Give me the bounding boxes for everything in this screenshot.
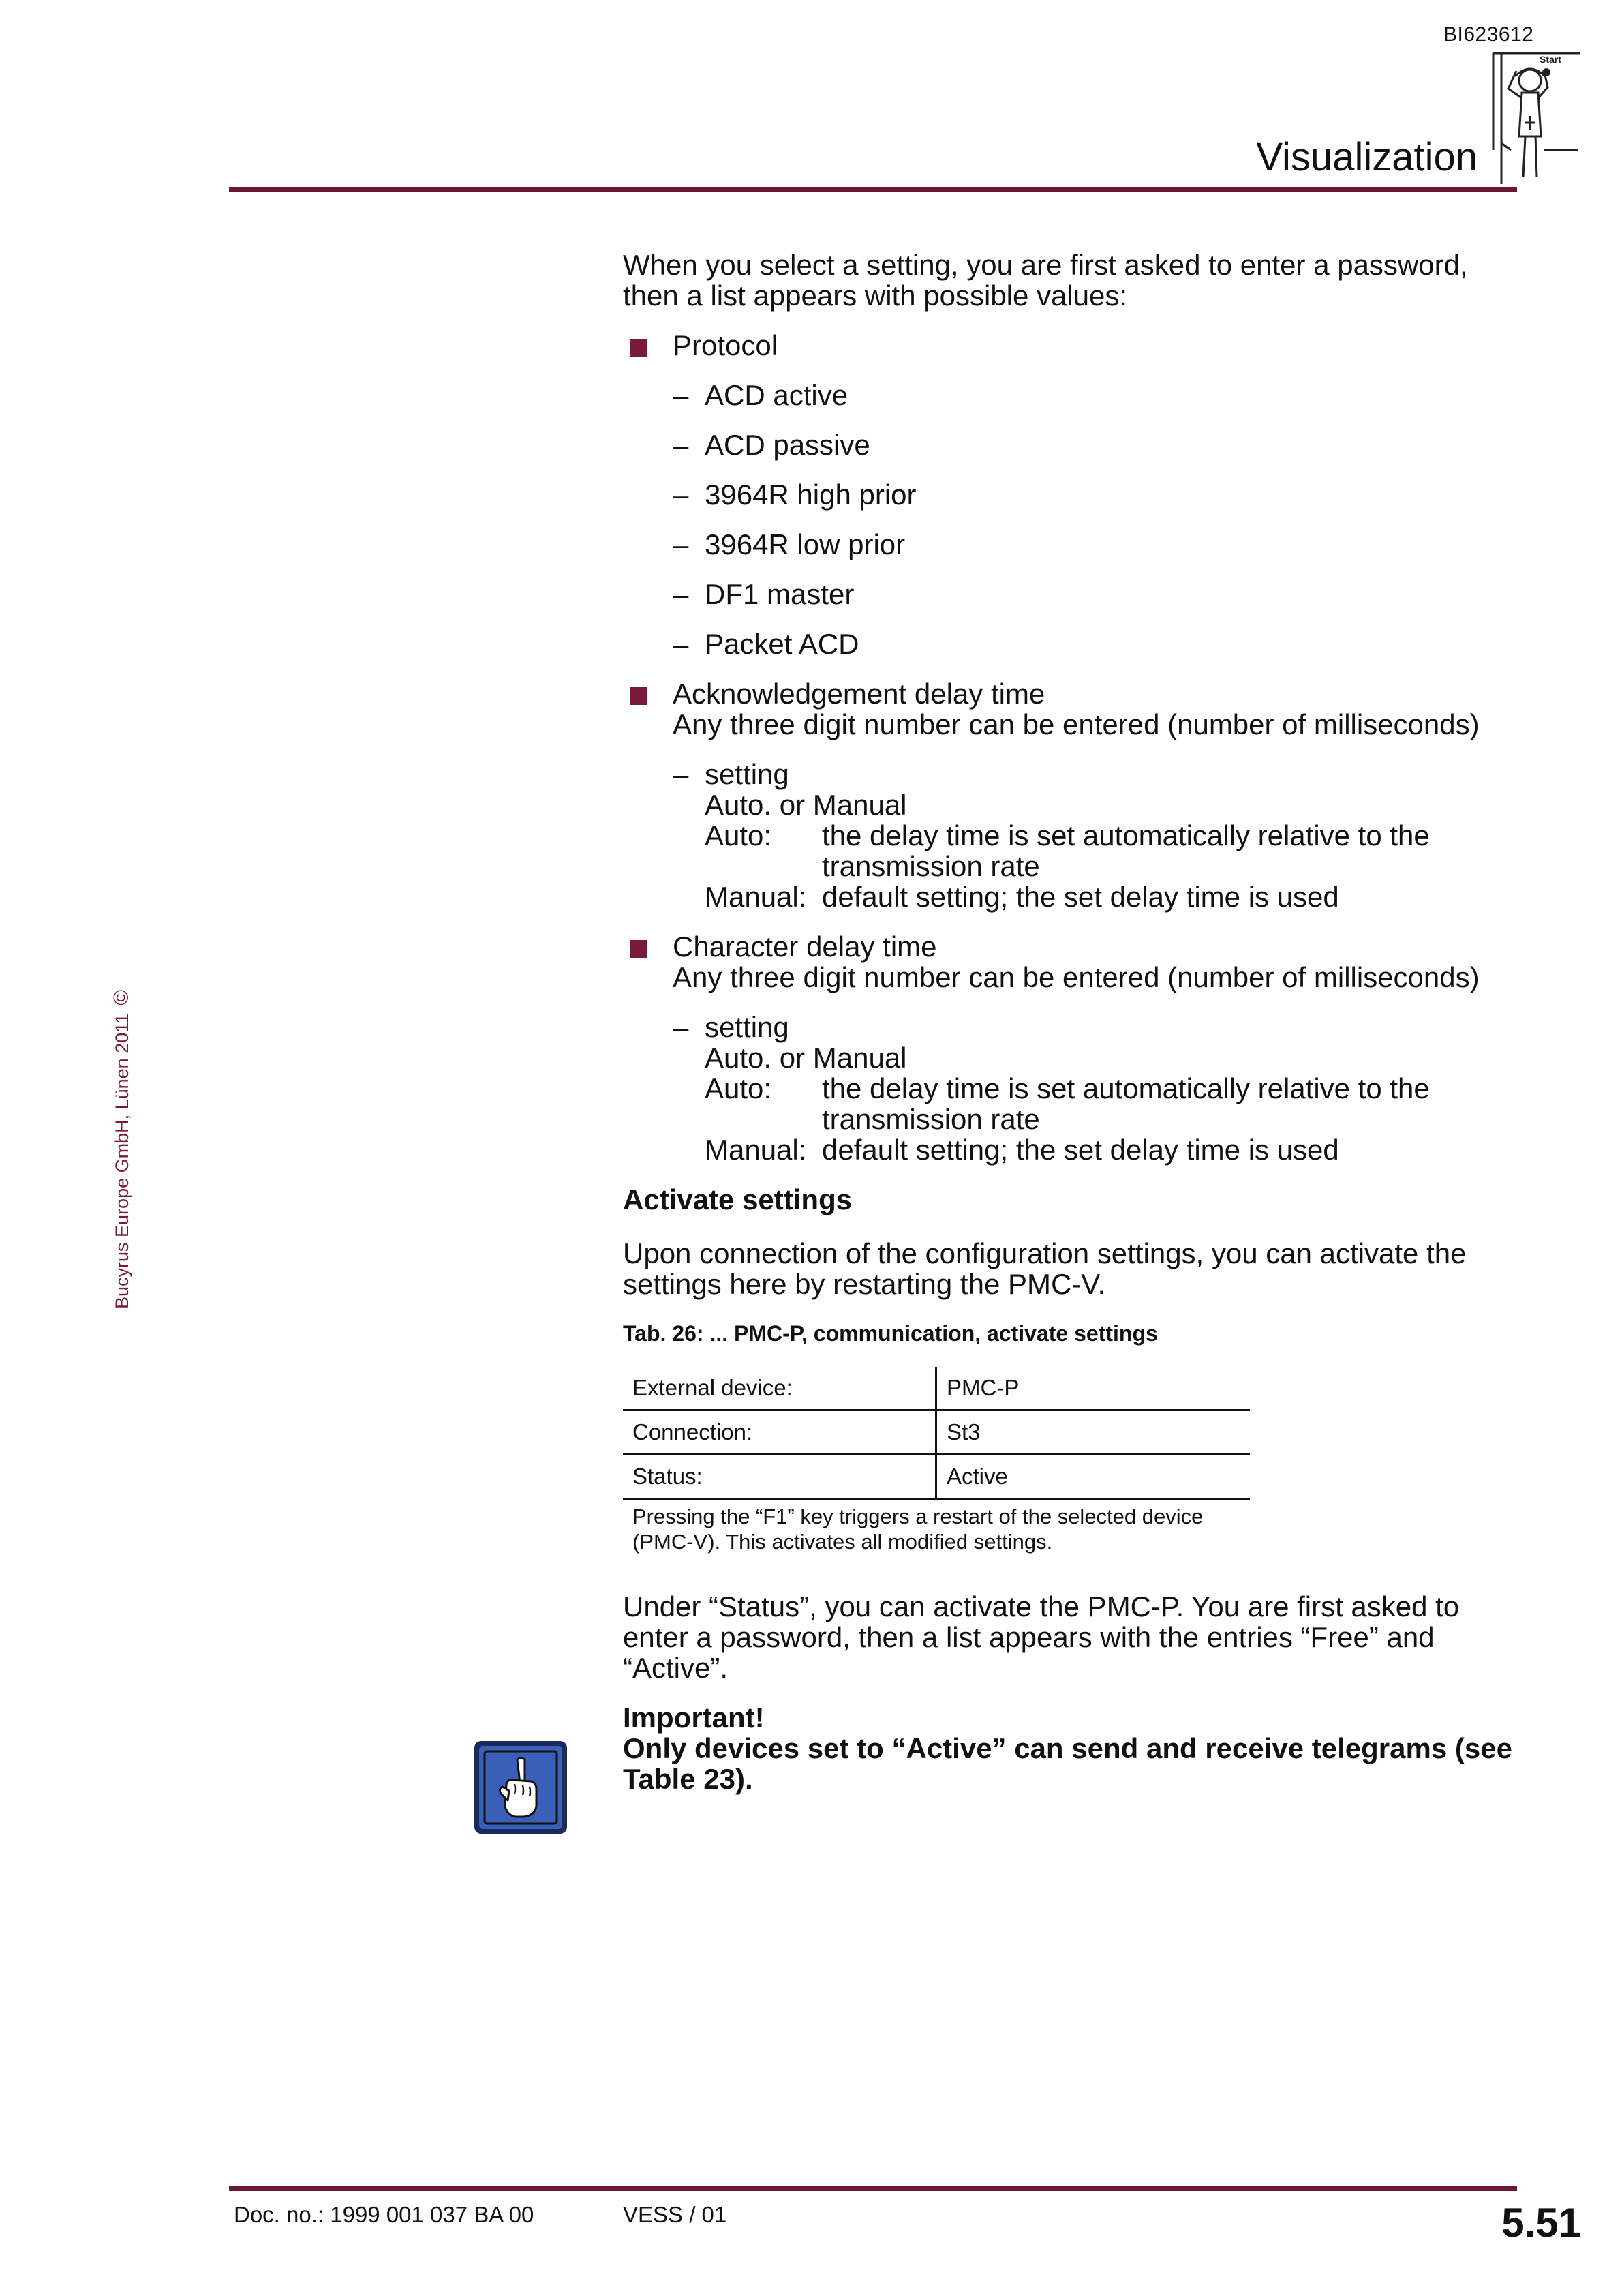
important-heading: Important! bbox=[623, 1702, 765, 1734]
dash: – bbox=[673, 528, 689, 560]
setting-auto-row bbox=[705, 1073, 1529, 1134]
setting-manual-text: default setting; the set delay time is used bbox=[822, 881, 1339, 913]
table-cell-label: Status: bbox=[623, 1455, 936, 1499]
copyright-text: Bucyrus Europe GmbH, Lünen 2011 bbox=[112, 1013, 132, 1309]
page-number: 5.51 bbox=[1501, 2200, 1581, 2246]
start-label: Start bbox=[1540, 54, 1561, 65]
bullet-square bbox=[630, 339, 647, 357]
header-rule bbox=[229, 187, 1517, 192]
setting-manual-row bbox=[705, 881, 1529, 912]
table-cell-value: Active bbox=[936, 1455, 1251, 1499]
setting-auto-row bbox=[705, 820, 1529, 881]
setting-block-char bbox=[623, 1012, 1529, 1165]
bullet-text: Any three digit number can be entered (number of milliseconds) bbox=[673, 708, 1480, 740]
bullet-text: Any three digit number can be entered (number of milliseconds) bbox=[673, 961, 1480, 993]
page-title: Visualization bbox=[1256, 135, 1478, 179]
bullet-character-delay bbox=[623, 931, 1529, 993]
bullet-title: Character delay time bbox=[673, 931, 937, 963]
section-heading: Activate settings bbox=[623, 1183, 853, 1215]
option-item bbox=[623, 429, 1529, 460]
setting-label: setting bbox=[705, 1011, 789, 1043]
bullet-square bbox=[630, 687, 647, 705]
table-caption: Tab. 26: ... PMC-P, communication, activate settings bbox=[623, 1321, 1158, 1346]
option-item bbox=[623, 380, 1529, 410]
option-text: ACD active bbox=[705, 379, 848, 411]
document-id: BI623612 bbox=[1443, 23, 1534, 46]
dash: – bbox=[673, 479, 689, 511]
dash: – bbox=[673, 1011, 689, 1043]
start-figure-icon bbox=[1488, 48, 1583, 184]
table-row bbox=[623, 1410, 1250, 1455]
table-row bbox=[623, 1367, 1250, 1410]
status-paragraph: Under “Status”, you can activate the PMC-P. You are first asked to enter a password, then a list appears with the entries “Free” and “Active”. bbox=[623, 1590, 1460, 1684]
main-content bbox=[623, 250, 1529, 1794]
dash: – bbox=[673, 628, 689, 660]
dash: – bbox=[673, 758, 689, 790]
table-cell-value: St3 bbox=[936, 1410, 1251, 1455]
option-text: 3964R high prior bbox=[705, 479, 917, 511]
table-note: Pressing the “F1” key triggers a restart of the selected device (PMC-V). This activates all modified settings. bbox=[632, 1505, 1204, 1554]
option-text: ACD passive bbox=[705, 429, 870, 461]
document-version: VESS / 01 bbox=[623, 2202, 727, 2227]
table-cell-value: PMC-P bbox=[936, 1367, 1251, 1410]
setting-label: setting bbox=[705, 758, 789, 790]
setting-manual-text: default setting; the set delay time is used bbox=[822, 1134, 1339, 1166]
bullet-protocol bbox=[623, 330, 1529, 361]
setting-auto-text: the delay time is set automatically relative to the transmission rate bbox=[822, 819, 1430, 882]
option-text: DF1 master bbox=[705, 578, 855, 610]
option-item bbox=[623, 479, 1529, 510]
footer-rule bbox=[229, 2186, 1517, 2191]
important-text: Only devices set to “Active” can send and receive telegrams (see Table 23). bbox=[623, 1732, 1512, 1795]
dash: – bbox=[673, 429, 689, 461]
activate-paragraph: Upon connection of the configuration settings, you can activate the settings here by restarting the PMC-V. bbox=[623, 1237, 1467, 1300]
pointing-hand-icon bbox=[472, 1739, 569, 1836]
option-item bbox=[623, 529, 1529, 560]
setting-manual-row bbox=[705, 1134, 1529, 1165]
document-number: Doc. no.: 1999 001 037 BA 00 bbox=[234, 2202, 534, 2227]
settings-table bbox=[623, 1367, 1250, 1557]
option-item bbox=[623, 579, 1529, 609]
table-note-row bbox=[623, 1499, 1250, 1558]
table-cell-label: Connection: bbox=[623, 1410, 936, 1455]
bullet-title: Protocol bbox=[673, 329, 778, 361]
setting-manual-key: Manual: bbox=[705, 1134, 807, 1166]
dash: – bbox=[673, 379, 689, 411]
bullet-title: Acknowledgement delay time bbox=[673, 678, 1045, 710]
bullet-acknowledgement-delay bbox=[623, 678, 1529, 740]
option-text: Packet ACD bbox=[705, 628, 859, 660]
option-text: 3964R low prior bbox=[705, 528, 906, 560]
setting-options: Auto. or Manual bbox=[705, 789, 907, 821]
setting-options: Auto. or Manual bbox=[705, 1042, 907, 1074]
setting-block-ack bbox=[623, 759, 1529, 912]
dash: – bbox=[673, 578, 689, 610]
copyright-sign: © bbox=[109, 989, 133, 1006]
intro-paragraph: When you select a setting, you are first asked to enter a password, then a list appears with possible values: bbox=[623, 249, 1468, 312]
important-note bbox=[623, 1702, 1529, 1794]
bullet-square bbox=[630, 940, 647, 958]
table-row bbox=[623, 1455, 1250, 1499]
option-item bbox=[623, 629, 1529, 659]
table-cell-label: External device: bbox=[623, 1367, 936, 1410]
side-copyright bbox=[109, 990, 134, 1309]
setting-manual-key: Manual: bbox=[705, 881, 807, 913]
setting-auto-key: Auto: bbox=[705, 819, 772, 851]
setting-auto-text: the delay time is set automatically relative to the transmission rate bbox=[822, 1072, 1430, 1135]
setting-auto-key: Auto: bbox=[705, 1072, 772, 1104]
